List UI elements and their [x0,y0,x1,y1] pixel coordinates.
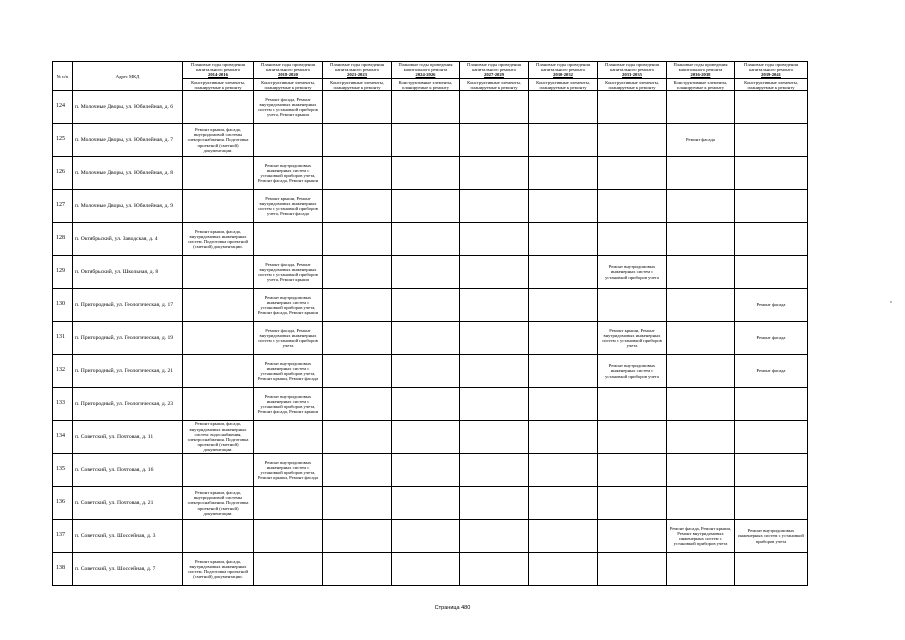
repair-cell [598,388,667,421]
period-header [598,62,667,91]
repair-cell [460,289,529,322]
repair-cell: Ремонт фасада [735,355,808,388]
repair-cell [667,355,735,388]
table-row [53,520,808,553]
table-row [53,553,808,586]
repair-cell [323,190,392,223]
repair-cell: Ремонт внутридомовых инженерных систем с установкой приборов учета, Ремонт крыши, Ремонт фасада [254,355,323,388]
repair-cell [735,553,808,586]
period-sub: Конструктивные элементы, планируемые к ремонту [460,78,528,90]
repair-cell [323,421,392,454]
repair-cell [735,124,808,157]
period-header [183,62,254,91]
period-title: Плановые годы проведения капитального ремонта [605,62,659,72]
repair-cell [667,91,735,124]
repair-cell [598,553,667,586]
table-row [53,454,808,487]
repair-cell [598,157,667,190]
repair-cell: Ремонт фасада, Ремонт внутридомовых инженерных систем с установкой приборов учета [254,322,323,355]
row-address: п. Пригородный, ул. Геологическая, д. 17 [73,289,183,322]
repair-cell [598,421,667,454]
repair-cell [392,553,460,586]
table-row [53,223,808,256]
repair-cell [529,322,598,355]
row-address: п. Пригородный, ул. Геологическая, д. 23 [73,388,183,421]
repair-cell [254,124,323,157]
repair-cell [323,388,392,421]
repair-cell [460,487,529,520]
repair-cell: Ремонт внутридомовых инженерных систем с установкой приборов учета, Ремонт фасада, Ремонт крыши [254,157,323,190]
period-header [254,62,323,91]
row-address: п. Советский, ул. Почтовая, д. 11 [73,421,183,454]
repair-cell: Ремонт крыши, фасада, внутридомовой системы электроснабжения. Подготовка проектной (сметной) документации. [183,124,254,157]
repair-cell [529,289,598,322]
period-header [667,62,735,91]
period-title: Плановые годы проведения капитального ремонта [261,62,315,72]
repair-cell [598,289,667,322]
repair-cell [598,190,667,223]
repair-cell [183,322,254,355]
repair-cell [529,256,598,289]
repair-cell: Ремонт крыши, Ремонт внутридомовых инженерных систем с установкой приборов учета [598,322,667,355]
repair-cell [598,91,667,124]
repair-cell: Ремонт фасада [735,322,808,355]
repair-cell [598,520,667,553]
repair-cell [460,256,529,289]
period-sub: Конструктивные элементы, планируемые к ремонту [667,78,734,90]
repair-cell [735,487,808,520]
row-number: 129 [53,256,73,289]
address-header: Адрес МКД [73,62,183,91]
period-sub: Конструктивные элементы, планируемые к ремонту [735,78,807,90]
row-number: 133 [53,388,73,421]
repair-cell: Ремонт крыши, фасада, внутридомовых инженерных систем. Подготовка проектной (сметной) документации. [183,223,254,256]
repair-cell [183,190,254,223]
repair-cell [529,553,598,586]
repair-cell [323,289,392,322]
repair-cell [460,520,529,553]
row-address: п. Пригородный, ул. Геологическая, д. 19 [73,322,183,355]
repair-cell [735,454,808,487]
row-number: 135 [53,454,73,487]
repair-cell [323,91,392,124]
table-row [53,421,808,454]
repair-cell [460,91,529,124]
repair-cell [460,157,529,190]
table-row [53,124,808,157]
repair-cell [392,190,460,223]
repair-cell [323,520,392,553]
repair-cell [735,421,808,454]
repair-cell [529,487,598,520]
header-row [53,62,808,91]
repair-cell [735,157,808,190]
period-title: Плановые годы проведения капитального ремонта [398,62,453,72]
repair-cell [323,157,392,190]
repair-cell [323,256,392,289]
repair-cell [183,256,254,289]
repair-cell [392,520,460,553]
period-header [460,62,529,91]
row-address: п. Молочные Дворы, ул. Юбилейная, д. 6 [73,91,183,124]
row-address: п. Октябрьский, ул. Школьная, д. 8 [73,256,183,289]
repair-cell: Ремонт внутридомовых инженерных систем с установкой приборов учета, Ремонт фасада, Ремонт крыши [254,289,323,322]
repair-cell [392,454,460,487]
table-row [53,355,808,388]
row-number: 126 [53,157,73,190]
repair-cell [254,487,323,520]
repair-cell: Ремонт внутридомовых инженерных систем с установкой приборов учета, Ремонт крыши, Ремонт фасада [254,454,323,487]
repair-cell [392,355,460,388]
table-row [53,91,808,124]
repair-cell [667,322,735,355]
repair-cell [183,157,254,190]
repair-cell [667,190,735,223]
table-row [53,322,808,355]
repair-cell: Ремонт внутридомовых инженерных систем с установкой приборов учета, Ремонт фасада, Ремонт крыши [254,388,323,421]
row-address: п. Молочные Дворы, ул. Юбилейная, д. 7 [73,124,183,157]
row-address: п. Советский, ул. Шоссейная, д. 3 [73,520,183,553]
repair-cell [183,388,254,421]
repair-cell [392,91,460,124]
repair-cell [735,388,808,421]
repair-cell [735,91,808,124]
repair-cell: Ремонт крыши, Ремонт внутридомовых инженерных систем с установкой приборов учета, Ремонт фасада [254,190,323,223]
repair-cell [529,124,598,157]
repair-schedule-table [52,61,808,586]
repair-cell [183,355,254,388]
repair-cell [323,454,392,487]
row-number: 124 [53,91,73,124]
row-number: 125 [53,124,73,157]
repair-cell [183,520,254,553]
repair-cell [392,289,460,322]
period-years: 2036-2038 [690,72,711,77]
repair-cell [460,190,529,223]
repair-cell [460,388,529,421]
row-number: 130 [53,289,73,322]
repair-cell [529,355,598,388]
table-row [53,157,808,190]
period-header [529,62,598,91]
repair-cell [392,124,460,157]
row-number: 131 [53,322,73,355]
period-header [323,62,392,91]
row-address: п. Советский, ул. Почтовая, д. 21 [73,487,183,520]
repair-cell [529,520,598,553]
period-years: 2021-2023 [347,72,367,77]
period-years: 2024-2026 [415,72,436,77]
repair-cell [529,388,598,421]
repair-cell [529,190,598,223]
repair-cell [667,256,735,289]
repair-cell [460,322,529,355]
table-row [53,190,808,223]
period-header [735,62,808,91]
period-sub: Конструктивные элементы, планируемые к ремонту [529,78,597,90]
repair-cell [460,421,529,454]
repair-cell [460,355,529,388]
table-row [53,256,808,289]
row-number: 137 [53,520,73,553]
period-years: 2030-2032 [553,72,573,77]
row-number: 127 [53,190,73,223]
table-row [53,289,808,322]
row-number: 134 [53,421,73,454]
repair-cell [392,223,460,256]
period-sub: Конструктивные элементы, планируемые к ремонту [254,78,322,90]
repair-cell [254,553,323,586]
repair-cell [529,157,598,190]
repair-cell: Ремонт внутридомовых инженерных систем с установкой приборов учета [598,355,667,388]
period-header [392,62,460,91]
repair-cell [460,553,529,586]
repair-cell: Ремонт крыши, фасада, внутридомовых инженерных систем: водоснабжения, электроснабжения. Подготовка проектной (сметной) документации. [183,421,254,454]
repair-cell: Ремонт внутридомовых инженерных систем с установкой приборов учета [735,520,808,553]
repair-cell [323,124,392,157]
repair-cell [598,487,667,520]
repair-cell [598,454,667,487]
row-address: п. Советский, ул. Шоссейная, д. 7 [73,553,183,586]
repair-cell [392,256,460,289]
repair-cell: Ремонт фасада, Ремонт крыши, Ремонт внутридомовых инженерных систем с установкой приборов учета [667,520,735,553]
row-number: 138 [53,553,73,586]
table-row [53,487,808,520]
period-title: Плановые годы проведения капитального ремонта [673,62,728,72]
period-sub: Конструктивные элементы, планируемые к ремонту [183,78,253,90]
row-number: 128 [53,223,73,256]
period-title: Плановые годы проведения капитального ремонта [191,62,245,72]
repair-cell [460,454,529,487]
repair-cell [183,91,254,124]
repair-cell [183,454,254,487]
num-header: № п/п [53,62,73,91]
period-sub: Конструктивные элементы, планируемые к ремонту [323,78,391,90]
period-years: 2018-2020 [278,72,298,77]
repair-cell [323,487,392,520]
period-title: Плановые годы проведения капитального ремонта [467,62,521,72]
repair-cell: Ремонт фасада [667,124,735,157]
repair-cell [254,421,323,454]
repair-cell [667,553,735,586]
period-years: 2039-2041 [761,72,781,77]
row-address: п. Пригородный, ул. Геологическая, д. 21 [73,355,183,388]
repair-cell [667,454,735,487]
repair-cell [529,421,598,454]
repair-cell: Ремонт фасада [735,289,808,322]
repair-cell [667,388,735,421]
repair-cell [735,223,808,256]
repair-cell [392,322,460,355]
repair-cell [323,223,392,256]
period-sub: Конструктивные элементы, планируемые к ремонту [392,78,459,90]
repair-cell [392,487,460,520]
row-address: п. Молочные Дворы, ул. Юбилейная, д. 8 [73,157,183,190]
row-number: 132 [53,355,73,388]
repair-cell: Ремонт фасада, Ремонт внутридомовых инженерных систем с установкой приборов учета, Ремонт крыши [254,91,323,124]
row-address: п. Октябрьский, ул. Заводская, д. 4 [73,223,183,256]
repair-cell: Ремонт крыши, фасада, внутридомовых инженерных систем. Подготовка проектной (сметной) документации. [183,553,254,586]
repair-cell [735,256,808,289]
scan-mark [890,301,892,303]
repair-cell [254,223,323,256]
repair-cell [183,289,254,322]
repair-cell [667,487,735,520]
repair-cell [735,190,808,223]
period-title: Плановые годы проведения капитального ремонта [744,62,798,72]
repair-cell [254,520,323,553]
repair-cell [392,388,460,421]
repair-cell [460,223,529,256]
repair-cell: Ремонт фасада, Ремонт внутридомовых инженерных систем с установкой приборов учета, Ремонт крыши [254,256,323,289]
period-years: 2033-2035 [622,72,642,77]
row-address: п. Советский, ул. Почтовая, д. 16 [73,454,183,487]
page-number: Страница 480 [434,605,471,611]
repair-cell [598,223,667,256]
row-address: п. Молочные Дворы, ул. Юбилейная, д. 9 [73,190,183,223]
repair-cell [667,421,735,454]
repair-cell [598,124,667,157]
repair-cell [529,454,598,487]
repair-cell [667,223,735,256]
table-row [53,388,808,421]
repair-cell [392,157,460,190]
repair-cell [392,421,460,454]
period-years: 2027-2029 [484,72,504,77]
repair-cell [667,157,735,190]
repair-cell [667,289,735,322]
repair-cell [323,553,392,586]
row-number: 136 [53,487,73,520]
table-body [53,91,808,586]
period-title: Плановые годы проведения капитального ремонта [330,62,384,72]
repair-cell [460,124,529,157]
repair-cell [323,355,392,388]
period-title: Плановые годы проведения капитального ремонта [536,62,590,72]
repair-cell [323,322,392,355]
repair-cell [529,223,598,256]
repair-cell [529,91,598,124]
repair-cell: Ремонт внутридомовых инженерных систем с установкой приборов учета [598,256,667,289]
period-years: 2014-2016 [208,72,228,77]
repair-cell: Ремонт крыши, фасада, внутридомовой системы электроснабжения. Подготовка проектной (сметной) документации. [183,487,254,520]
period-sub: Конструктивные элементы, планируемые к ремонту [598,78,666,90]
